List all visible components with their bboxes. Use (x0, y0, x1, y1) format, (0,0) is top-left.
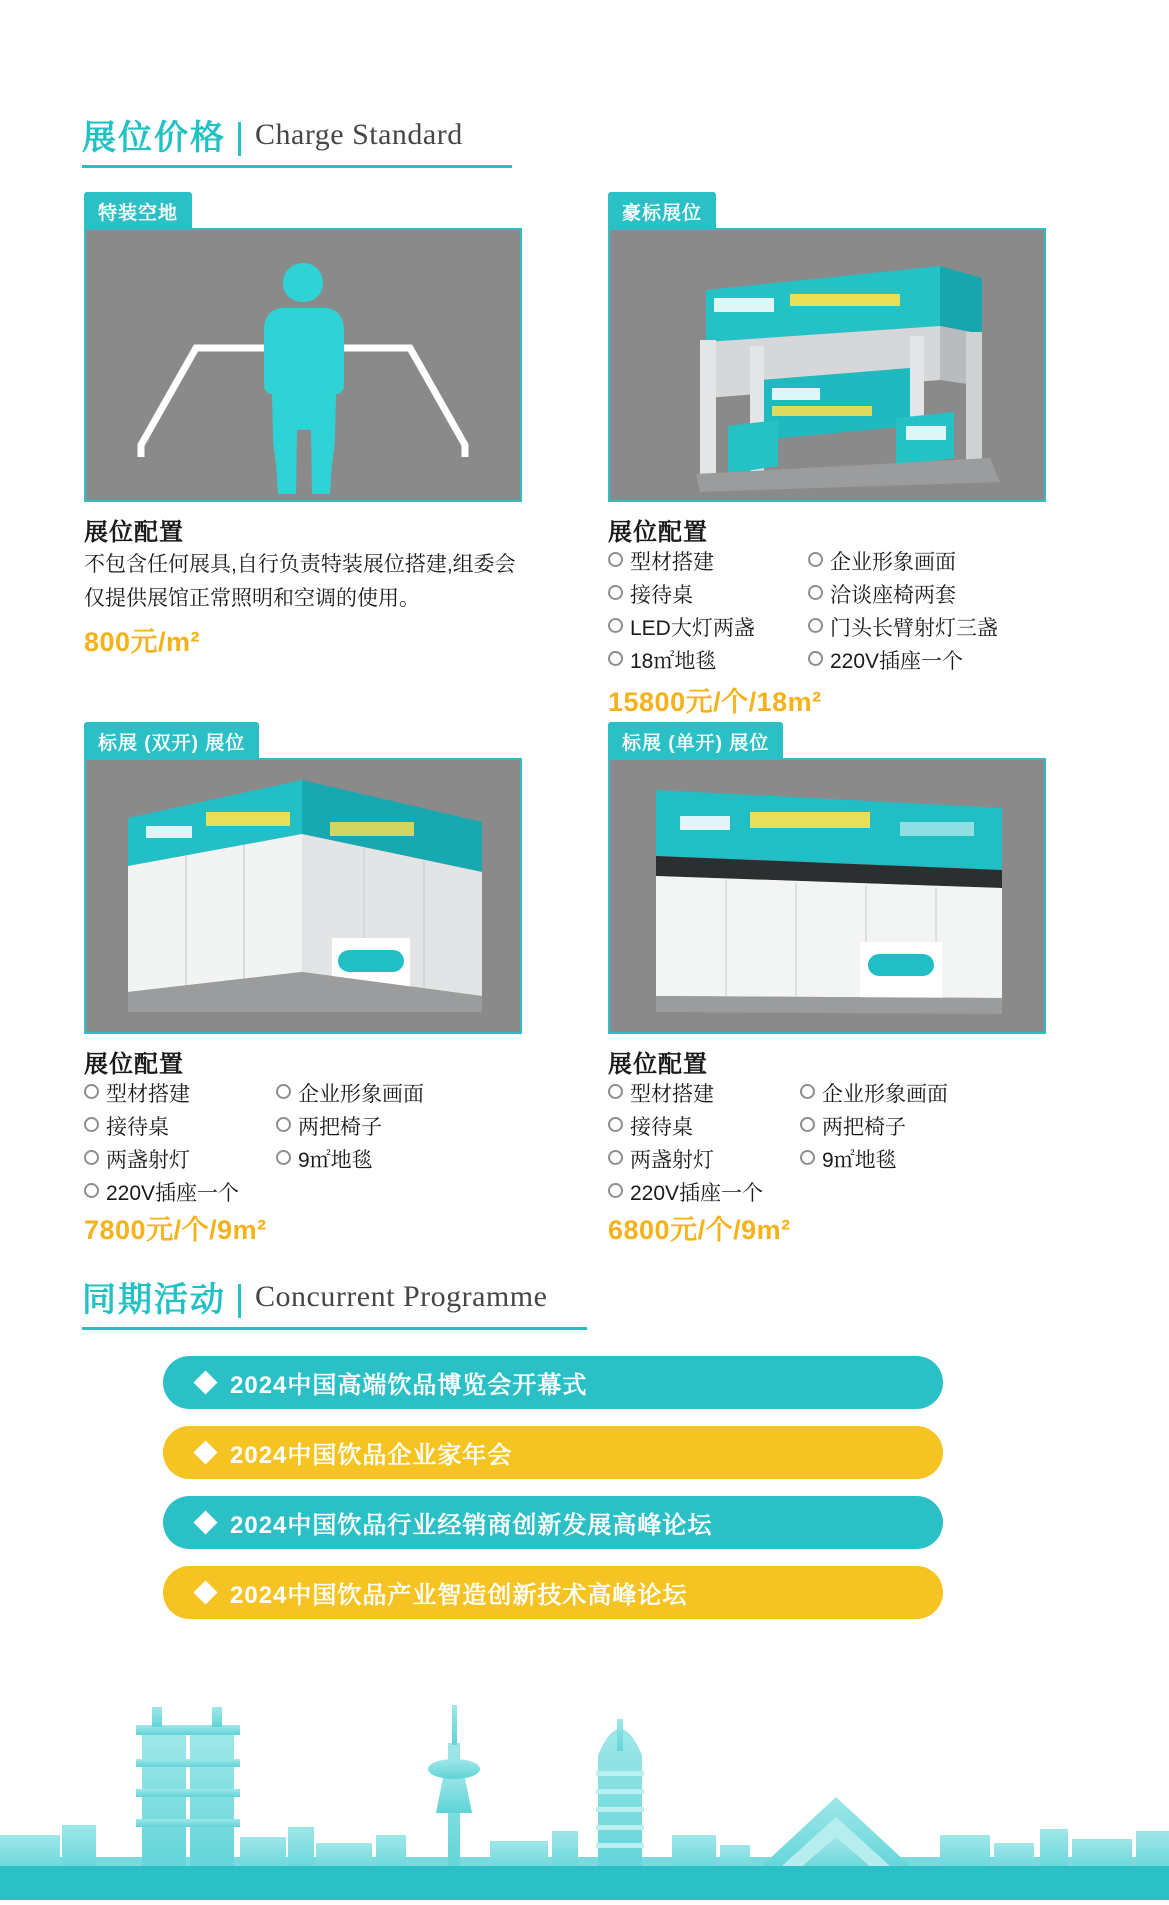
feature-item (608, 579, 808, 612)
feature-item (808, 645, 1048, 678)
empty-space-illustration (86, 230, 520, 500)
feature-item (808, 546, 1048, 579)
section-heading-charge-en: Charge Standard (255, 117, 463, 151)
bullet-icon (808, 585, 823, 600)
feature-label: 9㎡地毯 (822, 1149, 897, 1172)
feature-label: 型材搭建 (106, 1083, 190, 1106)
booth-image-1 (84, 228, 522, 502)
bullet-icon (808, 618, 823, 633)
standard-double-booth-illustration (86, 760, 520, 1032)
feature-item (608, 612, 808, 645)
activity-item-4[interactable] (163, 1566, 943, 1619)
bullet-icon (808, 552, 823, 567)
feature-item (84, 1177, 276, 1210)
booth-features-4 (608, 1078, 1048, 1210)
feature-label: 接待桌 (630, 1116, 693, 1139)
bullet-icon (608, 1084, 623, 1099)
booth-config-title-2: 展位配置 (608, 519, 708, 546)
feature-item (800, 1111, 1040, 1144)
diamond-icon (193, 1440, 217, 1464)
feature-item (608, 1111, 800, 1144)
booth-price-2: 15800元/个/18m² (608, 687, 822, 717)
feature-item (84, 1111, 276, 1144)
bullet-icon (608, 585, 623, 600)
feature-item (608, 645, 808, 678)
diamond-icon (193, 1580, 217, 1604)
bullet-icon (608, 1150, 623, 1165)
activity-item-1[interactable] (163, 1356, 943, 1409)
diamond-icon (193, 1370, 217, 1394)
feature-item (276, 1144, 516, 1177)
booth-tag-1: 特装空地 (84, 192, 192, 232)
booth-config-title-4: 展位配置 (608, 1051, 708, 1078)
bullet-icon (800, 1150, 815, 1165)
activity-label: 2024中国高端饮品博览会开幕式 (230, 1372, 588, 1399)
bullet-icon (84, 1150, 99, 1165)
feature-item (608, 1144, 800, 1177)
feature-label: 220V插座一个 (630, 1182, 764, 1205)
footer-bar (0, 1866, 1169, 1900)
section-underline-programme (82, 1327, 587, 1330)
booth-tag-4: 标展 (单开) 展位 (608, 722, 783, 762)
feature-item (800, 1078, 1040, 1111)
booth-config-title-3: 展位配置 (84, 1051, 184, 1078)
section-heading-charge (82, 110, 463, 159)
bullet-icon (800, 1117, 815, 1132)
booth-price-1: 800元/m² (84, 627, 201, 657)
bullet-icon (276, 1117, 291, 1132)
feature-item (608, 1078, 800, 1111)
bullet-icon (608, 1117, 623, 1132)
booth-features-3 (84, 1078, 524, 1210)
feature-item (84, 1078, 276, 1111)
bullet-icon (276, 1084, 291, 1099)
feature-label: 接待桌 (630, 584, 693, 607)
feature-label: 220V插座一个 (106, 1182, 240, 1205)
feature-item (276, 1078, 516, 1111)
booth-tag-3: 标展 (双开) 展位 (84, 722, 259, 762)
feature-label: 型材搭建 (630, 551, 714, 574)
bullet-icon (608, 651, 623, 666)
feature-label: LED大灯两盏 (630, 617, 755, 640)
feature-item (800, 1144, 1040, 1177)
section-heading-programme-cn: 同期活动 (82, 1281, 226, 1319)
bullet-icon (800, 1084, 815, 1099)
bullet-icon (608, 552, 623, 567)
section-heading-charge-cn: 展位价格 (82, 119, 226, 157)
activity-label: 2024中国饮品企业家年会 (230, 1442, 513, 1469)
feature-item (276, 1111, 516, 1144)
feature-label: 企业形象画面 (830, 551, 956, 574)
activity-item-3[interactable] (163, 1496, 943, 1549)
section-underline-charge (82, 165, 512, 168)
feature-label: 两把椅子 (822, 1116, 906, 1139)
booth-image-4 (608, 758, 1046, 1034)
bullet-icon (808, 651, 823, 666)
feature-label: 9㎡地毯 (298, 1149, 373, 1172)
section-heading-programme-en: Concurrent Programme (255, 1279, 548, 1313)
booth-price-4: 6800元/个/9m² (608, 1215, 791, 1245)
activity-item-2[interactable] (163, 1426, 943, 1479)
heading-divider (238, 1284, 241, 1318)
feature-label: 220V插座一个 (830, 650, 964, 673)
booth-config-title-1: 展位配置 (84, 519, 184, 546)
activity-label: 2024中国饮品产业智造创新技术高峰论坛 (230, 1582, 688, 1609)
standard-single-booth-illustration (610, 760, 1044, 1032)
diamond-icon (193, 1510, 217, 1534)
activity-label: 2024中国饮品行业经销商创新发展高峰论坛 (230, 1512, 713, 1539)
deluxe-booth-illustration (610, 230, 1044, 500)
bullet-icon (608, 618, 623, 633)
feature-label: 接待桌 (106, 1116, 169, 1139)
bullet-icon (84, 1117, 99, 1132)
booth-image-2 (608, 228, 1046, 502)
feature-label: 两盏射灯 (106, 1149, 190, 1172)
feature-item (84, 1144, 276, 1177)
feature-label: 两把椅子 (298, 1116, 382, 1139)
booth-description-1: 不包含任何展具,自行负责特装展位搭建,组委会仅提供展馆正常照明和空调的使用。 (84, 553, 516, 610)
feature-label: 企业形象画面 (822, 1083, 948, 1106)
feature-label: 企业形象画面 (298, 1083, 424, 1106)
bullet-icon (276, 1150, 291, 1165)
feature-label: 洽谈座椅两套 (830, 584, 956, 607)
section-heading-programme (82, 1272, 547, 1321)
feature-label: 两盏射灯 (630, 1149, 714, 1172)
booth-features-2 (608, 546, 1048, 678)
booth-tag-2: 豪标展位 (608, 192, 716, 232)
booth-image-3 (84, 758, 522, 1034)
feature-label: 18㎡地毯 (630, 650, 717, 673)
heading-divider (238, 122, 241, 156)
bullet-icon (608, 1183, 623, 1198)
feature-label: 门头长臂射灯三盏 (830, 617, 998, 640)
feature-item (808, 612, 1048, 645)
feature-label: 型材搭建 (630, 1083, 714, 1106)
bullet-icon (84, 1183, 99, 1198)
booth-price-3: 7800元/个/9m² (84, 1215, 267, 1245)
feature-item (608, 1177, 800, 1210)
bullet-icon (84, 1084, 99, 1099)
feature-item (808, 579, 1048, 612)
feature-item (608, 546, 808, 579)
